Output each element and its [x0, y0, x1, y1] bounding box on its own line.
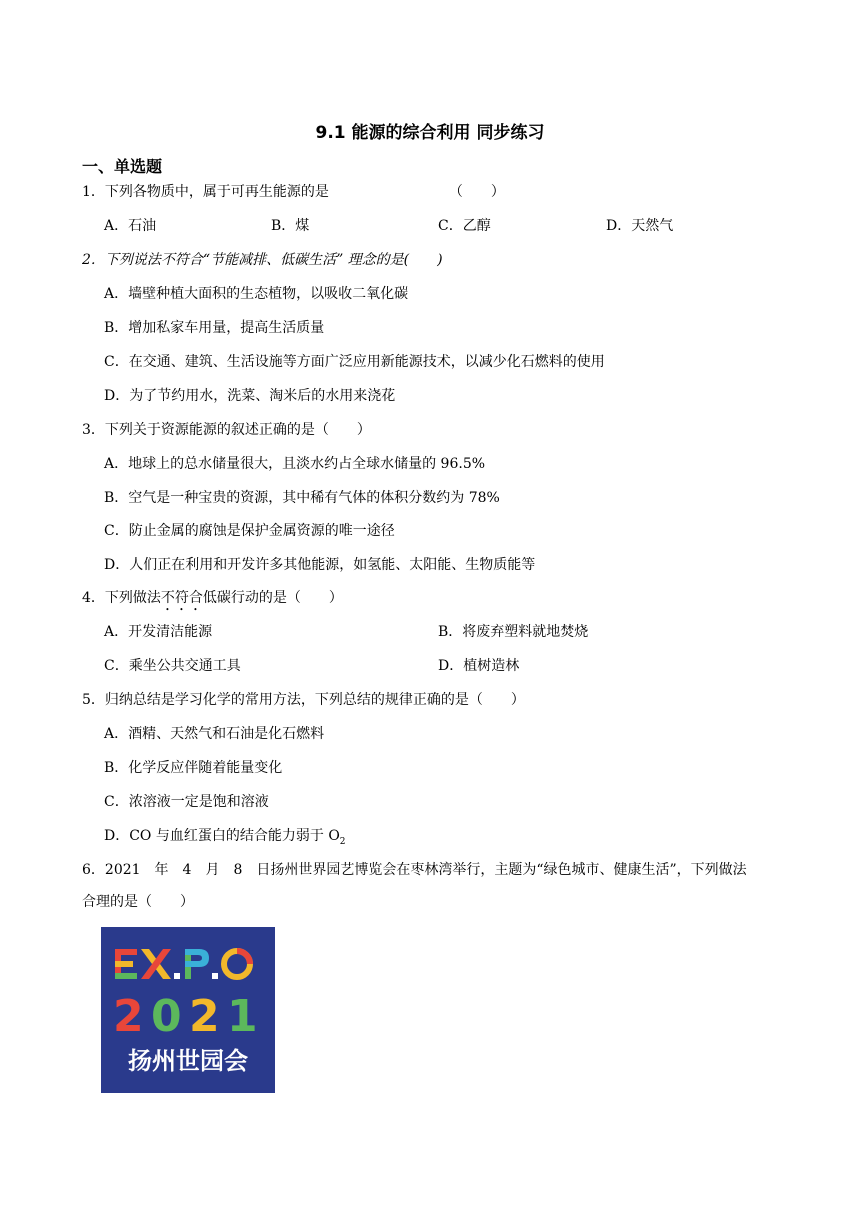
option-c: C．乙醇: [438, 218, 491, 234]
svg-text:2: 2: [113, 991, 144, 1042]
option-c: C．防止金属的腐蚀是保护金属资源的唯一途径: [104, 523, 395, 539]
expo-2021-logo-image: [101, 927, 275, 1093]
question-4: 4．下列做法不符合低碳行动的是（ ）: [82, 590, 343, 606]
option-a: A．地球上的总水储量很大，且淡水约占全球水储量的 96.5%: [104, 456, 486, 472]
option-d: D．CO 与血红蛋白的结合能力弱于 $O_2$: [104, 828, 346, 847]
option-b: B．将废弃塑料就地焚烧: [438, 624, 589, 640]
svg-text:2: 2: [189, 991, 220, 1042]
option-c: C．在交通、建筑、生活设施等方面广泛应用新能源技术，以减少化石燃料的使用: [104, 354, 605, 370]
option-a: A．酒精、天然气和石油是化石燃料: [104, 726, 325, 742]
subscript: 2: [339, 836, 346, 847]
option-b: B．煤: [271, 218, 310, 234]
emphasized-text: 不符合: [160, 590, 203, 606]
svg-text:0: 0: [151, 991, 182, 1042]
question-1: [82, 182, 505, 202]
option-d: D．人们正在利用和开发许多其他能源，如氢能、太阳能、生物质能等: [104, 557, 536, 573]
option-a: A．开发清洁能源: [104, 624, 213, 640]
option-b: B．化学反应伴随着能量变化: [104, 760, 283, 776]
option-b: B．空气是一种宝贵的资源，其中稀有气体的体积分数约为 78%: [104, 490, 500, 506]
question-2: 2．下列说法不符合“节能减排、低碳生活” 理念的是( ): [82, 252, 443, 268]
option-b: B．增加私家车用量，提高生活质量: [104, 320, 325, 336]
logo-chinese-text: 扬州世园会: [128, 1047, 248, 1075]
question-6-line-1: 6．2021 年 4 月 8 日扬州世界园艺博览会在枣林湾举行，主题为“绿色城市、健康生活”，下列做法: [82, 862, 747, 878]
option-d: D．天然气: [606, 218, 674, 234]
option-d: D．为了节约用水，洗菜、淘米后的水用来浇花: [104, 388, 396, 404]
option-c: C．乘坐公共交通工具: [104, 658, 241, 674]
answer-paren: （ ）: [448, 184, 505, 200]
option-c: C．浓溶液一定是饱和溶液: [104, 794, 269, 810]
question-5: 5．归纳总结是学习化学的常用方法，下列总结的规律正确的是（ ）: [82, 692, 525, 708]
question-6-line-2: 合理的是（ ）: [82, 894, 194, 910]
option-a: A．墙壁种植大面积的生态植物，以吸收二氧化碳: [104, 286, 409, 302]
svg-text:1: 1: [227, 991, 258, 1042]
option-d: D．植树造林: [438, 658, 520, 674]
question-stem: 1．下列各物质中，属于可再生能源的是: [82, 184, 329, 200]
question-3: 3．下列关于资源能源的叙述正确的是（ ）: [82, 422, 371, 438]
document-title: 9.1 能源的综合利用 同步练习: [315, 123, 545, 143]
option-a: A．石油: [104, 218, 157, 234]
section-heading: 一、单选题: [82, 157, 163, 176]
